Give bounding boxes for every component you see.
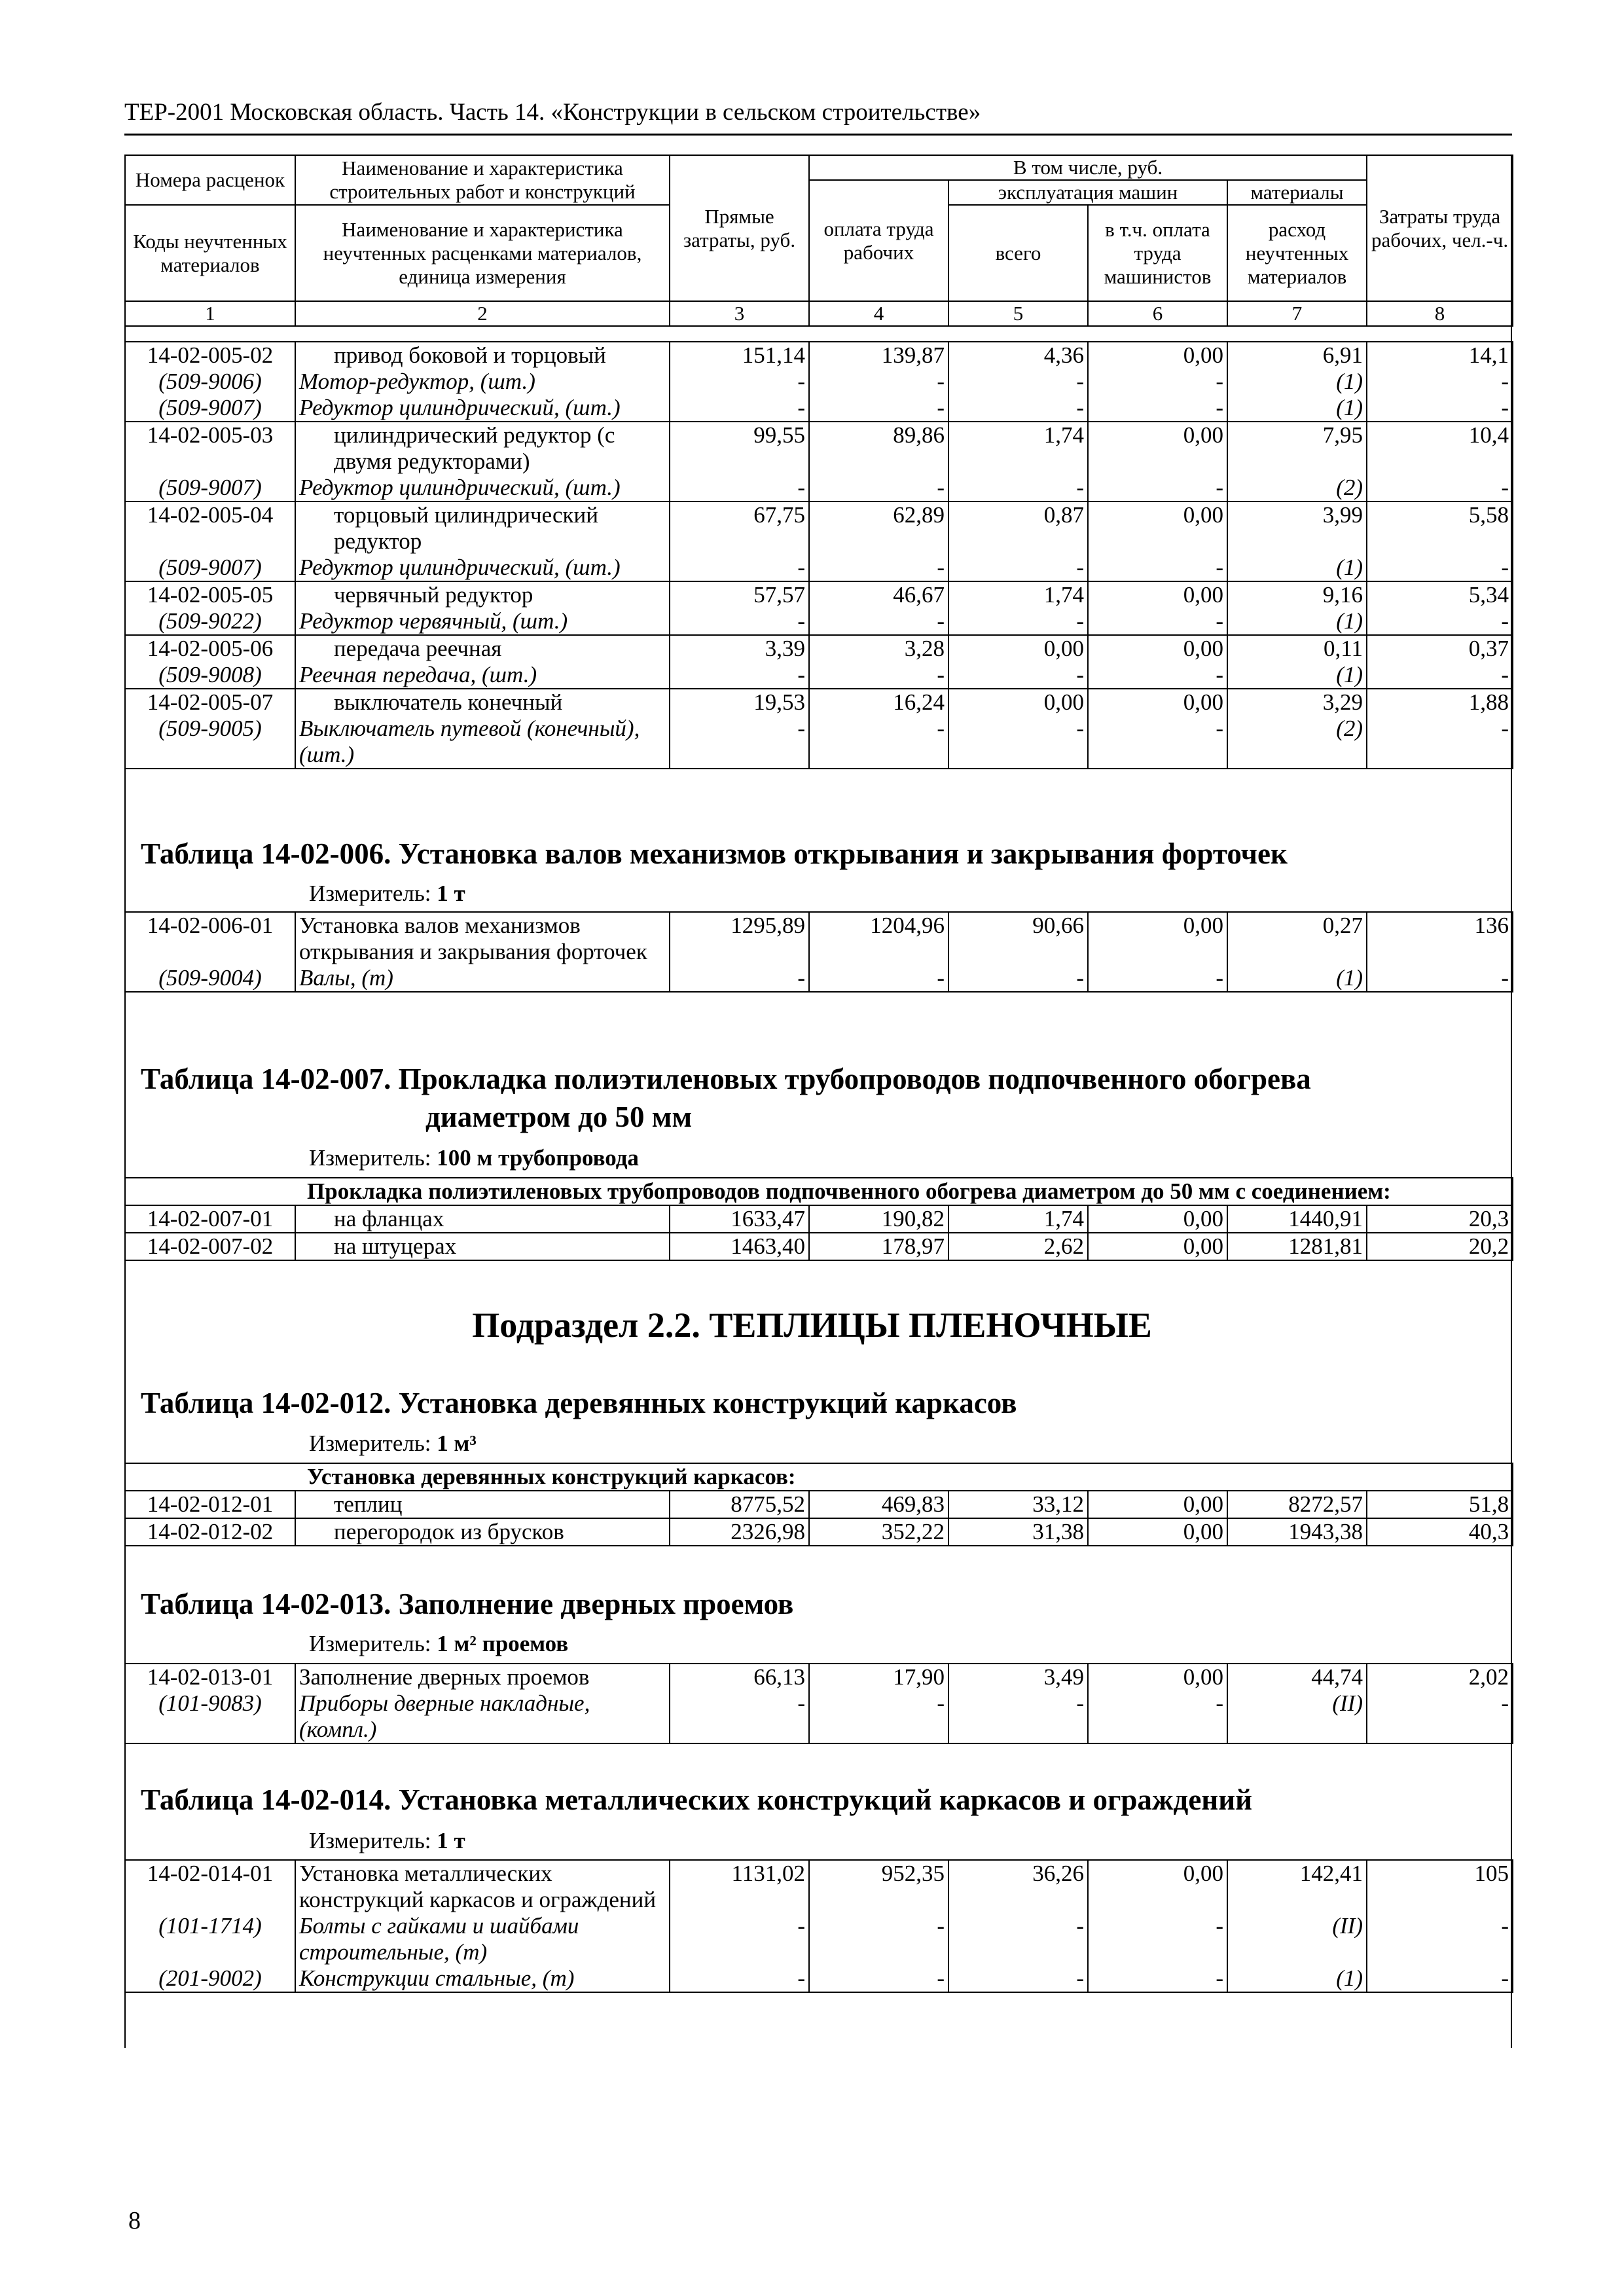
subsection-title: Подраздел 2.2. ТЕПЛИЦЫ ПЛЕНОЧНЫЕ <box>472 1305 1152 1345</box>
group-header: В том числе, руб. <box>809 155 1367 180</box>
material-quantity: (II) <box>1227 1690 1367 1743</box>
materials: 8272,57 <box>1227 1491 1367 1518</box>
direct-costs: - <box>670 716 809 769</box>
material-name: Редуктор цилиндрический, (шт.) <box>295 395 670 422</box>
labor-pay: - <box>809 608 948 635</box>
labor-hours: 20,3 <box>1367 1205 1513 1233</box>
col4-header: оплата труда рабочих <box>809 180 948 301</box>
rate-code: 14-02-005-03 <box>125 422 295 475</box>
material-code: (101-9083) <box>125 1690 295 1743</box>
machines-total: - <box>948 1690 1088 1743</box>
measure-007 <box>309 1145 639 1171</box>
materials: 7,95 <box>1227 422 1367 475</box>
material-quantity: (1) <box>1227 369 1367 395</box>
labor-pay: - <box>809 1965 948 1992</box>
rate-name: червячный редуктор <box>295 581 670 608</box>
col-number: 3 <box>670 301 809 326</box>
labor-hours: - <box>1367 395 1513 422</box>
machinists-pay: - <box>1088 965 1227 992</box>
col2-top-header: Наименование и характеристика строительных работ и конструкций <box>295 155 670 205</box>
rate-code: 14-02-014-01 <box>125 1860 295 1913</box>
machines-header: эксплуатация машин <box>948 180 1227 205</box>
labor-hours: - <box>1367 1913 1513 1965</box>
machines-total: - <box>948 555 1088 581</box>
machinists-pay: - <box>1088 475 1227 501</box>
material-code: (509-9008) <box>125 662 295 689</box>
labor-hours: 2,02 <box>1367 1664 1513 1690</box>
labor-hours: 105 <box>1367 1860 1513 1913</box>
col1-bottom-header: Коды неучтенных материалов <box>125 205 295 301</box>
material-quantity: (II) <box>1227 1913 1367 1965</box>
direct-costs: 2326,98 <box>670 1518 809 1546</box>
machines-total: - <box>948 1965 1088 1992</box>
material-code: (509-9006) <box>125 369 295 395</box>
labor-hours: - <box>1367 1965 1513 1992</box>
rates-table-006 <box>124 911 1513 993</box>
rate-name: привод боковой и торцовый <box>295 342 670 369</box>
machines-total: 3,49 <box>948 1664 1088 1690</box>
measure-value: 1 м³ <box>437 1430 477 1456</box>
machines-total: - <box>948 965 1088 992</box>
labor-pay: 17,90 <box>809 1664 948 1690</box>
machines-total: 90,66 <box>948 912 1088 965</box>
materials: 0,11 <box>1227 635 1367 662</box>
measure-label: Измеритель: <box>309 1430 431 1456</box>
material-code: (509-9004) <box>125 965 295 992</box>
labor-pay: - <box>809 1913 948 1965</box>
labor-pay: 16,24 <box>809 689 948 716</box>
labor-hours: 51,8 <box>1367 1491 1513 1518</box>
rates-table-007 <box>124 1177 1513 1261</box>
material-quantity: (2) <box>1227 716 1367 769</box>
col8-header: Затраты труда рабочих, чел.-ч. <box>1367 155 1513 301</box>
group-heading: Прокладка полиэтиленовых трубопроводов подпочвенного обогрева диаметром до 50 мм с соединением: <box>125 1178 1513 1205</box>
machinists-pay: 0,00 <box>1088 1491 1227 1518</box>
rate-code: 14-02-007-02 <box>125 1233 295 1260</box>
labor-hours: 5,58 <box>1367 501 1513 555</box>
machines-total: - <box>948 608 1088 635</box>
running-header: ТЕР-2001 Московская область. Часть 14. «Конструкции в сельском строительстве» <box>124 99 981 126</box>
material-code: (509-9007) <box>125 475 295 501</box>
material-quantity: (1) <box>1227 395 1367 422</box>
table-title-013: Таблица 14-02-013. Заполнение дверных проемов <box>141 1588 794 1620</box>
machines-total: 0,00 <box>948 635 1088 662</box>
rate-code: 14-02-005-06 <box>125 635 295 662</box>
labor-pay: - <box>809 965 948 992</box>
direct-costs: - <box>670 1690 809 1743</box>
materials: 1281,81 <box>1227 1233 1367 1260</box>
material-code: (509-9022) <box>125 608 295 635</box>
rates-table-005 <box>124 341 1513 769</box>
col1-top-header: Номера расценок <box>125 155 295 205</box>
machinists-pay: - <box>1088 1690 1227 1743</box>
direct-costs: 1463,40 <box>670 1233 809 1260</box>
col-number: 2 <box>295 301 670 326</box>
materials: 1440,91 <box>1227 1205 1367 1233</box>
machines-total: 0,00 <box>948 689 1088 716</box>
col-number: 4 <box>809 301 948 326</box>
material-code: (509-9005) <box>125 716 295 769</box>
machinists-pay: 0,00 <box>1088 689 1227 716</box>
labor-pay: - <box>809 555 948 581</box>
machinists-pay: 0,00 <box>1088 581 1227 608</box>
direct-costs: - <box>670 608 809 635</box>
materials: 142,41 <box>1227 1860 1367 1913</box>
material-name: Редуктор цилиндрический, (шт.) <box>295 475 670 501</box>
materials: 9,16 <box>1227 581 1367 608</box>
machinists-pay: - <box>1088 662 1227 689</box>
rates-table-013 <box>124 1663 1513 1744</box>
direct-costs: - <box>670 369 809 395</box>
rate-name: передача реечная <box>295 635 670 662</box>
direct-costs: - <box>670 475 809 501</box>
col7-header: расход неучтенных материалов <box>1227 205 1367 301</box>
col2-bottom-header: Наименование и характеристика неучтенных расценками материалов, единица измерения <box>295 205 670 301</box>
direct-costs: 1633,47 <box>670 1205 809 1233</box>
machines-total: - <box>948 1913 1088 1965</box>
col-number: 5 <box>948 301 1088 326</box>
direct-costs: - <box>670 395 809 422</box>
direct-costs: - <box>670 1913 809 1965</box>
rate-code: 14-02-013-01 <box>125 1664 295 1690</box>
direct-costs: - <box>670 662 809 689</box>
labor-hours: - <box>1367 716 1513 769</box>
rate-name: выключатель конечный <box>295 689 670 716</box>
labor-pay: 62,89 <box>809 501 948 555</box>
direct-costs: 67,75 <box>670 501 809 555</box>
material-name: Конструкции стальные, (т) <box>295 1965 670 1992</box>
machines-total: - <box>948 395 1088 422</box>
group-heading: Установка деревянных конструкций каркасов: <box>125 1463 1513 1491</box>
rate-code: 14-02-007-01 <box>125 1205 295 1233</box>
col-number: 1 <box>125 301 295 326</box>
labor-pay: - <box>809 475 948 501</box>
rate-code: 14-02-005-05 <box>125 581 295 608</box>
machines-total: 4,36 <box>948 342 1088 369</box>
labor-hours: 1,88 <box>1367 689 1513 716</box>
machinists-pay: 0,00 <box>1088 1233 1227 1260</box>
machines-total: - <box>948 662 1088 689</box>
material-quantity: (2) <box>1227 475 1367 501</box>
machines-total: 31,38 <box>948 1518 1088 1546</box>
labor-hours: 14,1 <box>1367 342 1513 369</box>
measure-label: Измеритель: <box>309 1145 431 1171</box>
measure-label: Измеритель: <box>309 1631 431 1656</box>
table-title-014: Таблица 14-02-014. Установка металлических конструкций каркасов и ограждений <box>141 1783 1253 1816</box>
machines-total: 1,74 <box>948 1205 1088 1233</box>
direct-costs: 1131,02 <box>670 1860 809 1913</box>
direct-costs: 1295,89 <box>670 912 809 965</box>
labor-pay: - <box>809 369 948 395</box>
table-title-012: Таблица 14-02-012. Установка деревянных конструкций каркасов <box>141 1387 1017 1419</box>
materials: 44,74 <box>1227 1664 1367 1690</box>
rate-name: теплиц <box>295 1491 670 1518</box>
material-name: Выключатель путевой (конечный), (шт.) <box>295 716 670 769</box>
labor-pay: 469,83 <box>809 1491 948 1518</box>
header-rule <box>124 134 1512 136</box>
labor-pay: 352,22 <box>809 1518 948 1546</box>
column-header-table <box>124 155 1513 327</box>
material-code: (509-9007) <box>125 555 295 581</box>
rate-name: цилиндрический редуктор (с двумя редукторами) <box>295 422 670 475</box>
direct-costs: 19,53 <box>670 689 809 716</box>
direct-costs: - <box>670 555 809 581</box>
materials: 6,91 <box>1227 342 1367 369</box>
machines-total: - <box>948 716 1088 769</box>
material-code: (201-9002) <box>125 1965 295 1992</box>
labor-hours: 40,3 <box>1367 1518 1513 1546</box>
labor-hours: - <box>1367 965 1513 992</box>
labor-hours: - <box>1367 555 1513 581</box>
material-name: Валы, (т) <box>295 965 670 992</box>
measure-014 <box>309 1828 465 1854</box>
measure-value: 1 т <box>437 881 465 906</box>
labor-pay: - <box>809 716 948 769</box>
materials: 3,99 <box>1227 501 1367 555</box>
labor-pay: 139,87 <box>809 342 948 369</box>
rates-table-014 <box>124 1859 1513 1993</box>
machinists-pay: 0,00 <box>1088 912 1227 965</box>
rate-name: Установка валов механизмов открывания и закрывания форточек <box>295 912 670 965</box>
labor-hours: - <box>1367 369 1513 395</box>
rate-code: 14-02-006-01 <box>125 912 295 965</box>
machines-total: 1,74 <box>948 422 1088 475</box>
direct-costs: 57,57 <box>670 581 809 608</box>
machinists-pay: 0,00 <box>1088 1518 1227 1546</box>
rate-name: перегородок из брусков <box>295 1518 670 1546</box>
material-name: Редуктор цилиндрический, (шт.) <box>295 555 670 581</box>
machinists-pay: - <box>1088 395 1227 422</box>
labor-hours: - <box>1367 475 1513 501</box>
materials-header: материалы <box>1227 180 1367 205</box>
labor-pay: 952,35 <box>809 1860 948 1913</box>
measure-012 <box>309 1430 477 1457</box>
rate-code: 14-02-012-01 <box>125 1491 295 1518</box>
direct-costs: - <box>670 965 809 992</box>
labor-hours: - <box>1367 662 1513 689</box>
labor-pay: - <box>809 395 948 422</box>
labor-hours: 0,37 <box>1367 635 1513 662</box>
table-title-007: Таблица 14-02-007. Прокладка полиэтиленовых трубопроводов подпочвенного обогрева <box>141 1063 1311 1095</box>
machines-total: - <box>948 475 1088 501</box>
labor-pay: 1204,96 <box>809 912 948 965</box>
material-quantity: (1) <box>1227 662 1367 689</box>
machines-total: 2,62 <box>948 1233 1088 1260</box>
col5-header: всего <box>948 205 1088 301</box>
material-quantity: (1) <box>1227 608 1367 635</box>
labor-hours: 136 <box>1367 912 1513 965</box>
labor-hours: 10,4 <box>1367 422 1513 475</box>
measure-013 <box>309 1631 568 1657</box>
rates-table-012 <box>124 1463 1513 1546</box>
machinists-pay: 0,00 <box>1088 1664 1227 1690</box>
material-quantity: (1) <box>1227 965 1367 992</box>
machines-total: - <box>948 369 1088 395</box>
material-name: Мотор-редуктор, (шт.) <box>295 369 670 395</box>
machinists-pay: - <box>1088 608 1227 635</box>
direct-costs: 66,13 <box>670 1664 809 1690</box>
material-name: Приборы дверные накладные, (компл.) <box>295 1690 670 1743</box>
material-name: Болты с гайками и шайбами строительные, (т) <box>295 1913 670 1965</box>
materials: 1943,38 <box>1227 1518 1367 1546</box>
machinists-pay: - <box>1088 716 1227 769</box>
measure-value: 100 м трубопровода <box>437 1145 639 1171</box>
measure-value: 1 т <box>437 1828 465 1853</box>
direct-costs: 99,55 <box>670 422 809 475</box>
labor-pay: - <box>809 662 948 689</box>
page-number: 8 <box>128 2207 141 2234</box>
labor-hours: 20,2 <box>1367 1233 1513 1260</box>
measure-value: 1 м² проемов <box>437 1631 569 1656</box>
machinists-pay: - <box>1088 555 1227 581</box>
direct-costs: 8775,52 <box>670 1491 809 1518</box>
table-title-007-line2: диаметром до 50 мм <box>425 1101 693 1133</box>
labor-hours: - <box>1367 1690 1513 1743</box>
material-name: Реечная передача, (шт.) <box>295 662 670 689</box>
machinists-pay: 0,00 <box>1088 342 1227 369</box>
labor-pay: 178,97 <box>809 1233 948 1260</box>
labor-pay: 190,82 <box>809 1205 948 1233</box>
direct-costs: 3,39 <box>670 635 809 662</box>
machinists-pay: - <box>1088 369 1227 395</box>
direct-costs: 151,14 <box>670 342 809 369</box>
col3-header: Прямые затраты, руб. <box>670 155 809 301</box>
rate-name: на фланцах <box>295 1205 670 1233</box>
materials: 0,27 <box>1227 912 1367 965</box>
rate-name: на штуцерах <box>295 1233 670 1260</box>
labor-pay: 3,28 <box>809 635 948 662</box>
rate-name: Установка металлических конструкций каркасов и ограждений <box>295 1860 670 1913</box>
material-code: (101-1714) <box>125 1913 295 1965</box>
measure-label: Измеритель: <box>309 881 431 906</box>
rate-code: 14-02-012-02 <box>125 1518 295 1546</box>
machinists-pay: - <box>1088 1965 1227 1992</box>
direct-costs: - <box>670 1965 809 1992</box>
machines-total: 33,12 <box>948 1491 1088 1518</box>
material-code: (509-9007) <box>125 395 295 422</box>
machinists-pay: 0,00 <box>1088 501 1227 555</box>
labor-hours: 5,34 <box>1367 581 1513 608</box>
labor-hours: - <box>1367 608 1513 635</box>
machinists-pay: 0,00 <box>1088 1860 1227 1913</box>
rate-code: 14-02-005-07 <box>125 689 295 716</box>
col-number: 7 <box>1227 301 1367 326</box>
labor-pay: 89,86 <box>809 422 948 475</box>
labor-pay: 46,67 <box>809 581 948 608</box>
col6-header: в т.ч. оплата труда машинистов <box>1088 205 1227 301</box>
rate-name: Заполнение дверных проемов <box>295 1664 670 1690</box>
machinists-pay: 0,00 <box>1088 635 1227 662</box>
measure-006 <box>309 881 465 907</box>
machines-total: 36,26 <box>948 1860 1088 1913</box>
machinists-pay: - <box>1088 1913 1227 1965</box>
measure-label: Измеритель: <box>309 1828 431 1853</box>
col-number: 6 <box>1088 301 1227 326</box>
materials: 3,29 <box>1227 689 1367 716</box>
machines-total: 0,87 <box>948 501 1088 555</box>
col-number: 8 <box>1367 301 1513 326</box>
labor-pay: - <box>809 1690 948 1743</box>
rate-code: 14-02-005-04 <box>125 501 295 555</box>
material-name: Редуктор червячный, (шт.) <box>295 608 670 635</box>
rate-code: 14-02-005-02 <box>125 342 295 369</box>
rate-name: торцовый цилиндрический редуктор <box>295 501 670 555</box>
machines-total: 1,74 <box>948 581 1088 608</box>
material-quantity: (1) <box>1227 1965 1367 1992</box>
material-quantity: (1) <box>1227 555 1367 581</box>
table-title-006: Таблица 14-02-006. Установка валов механизмов открывания и закрывания форточек <box>141 837 1288 870</box>
machinists-pay: 0,00 <box>1088 1205 1227 1233</box>
machinists-pay: 0,00 <box>1088 422 1227 475</box>
